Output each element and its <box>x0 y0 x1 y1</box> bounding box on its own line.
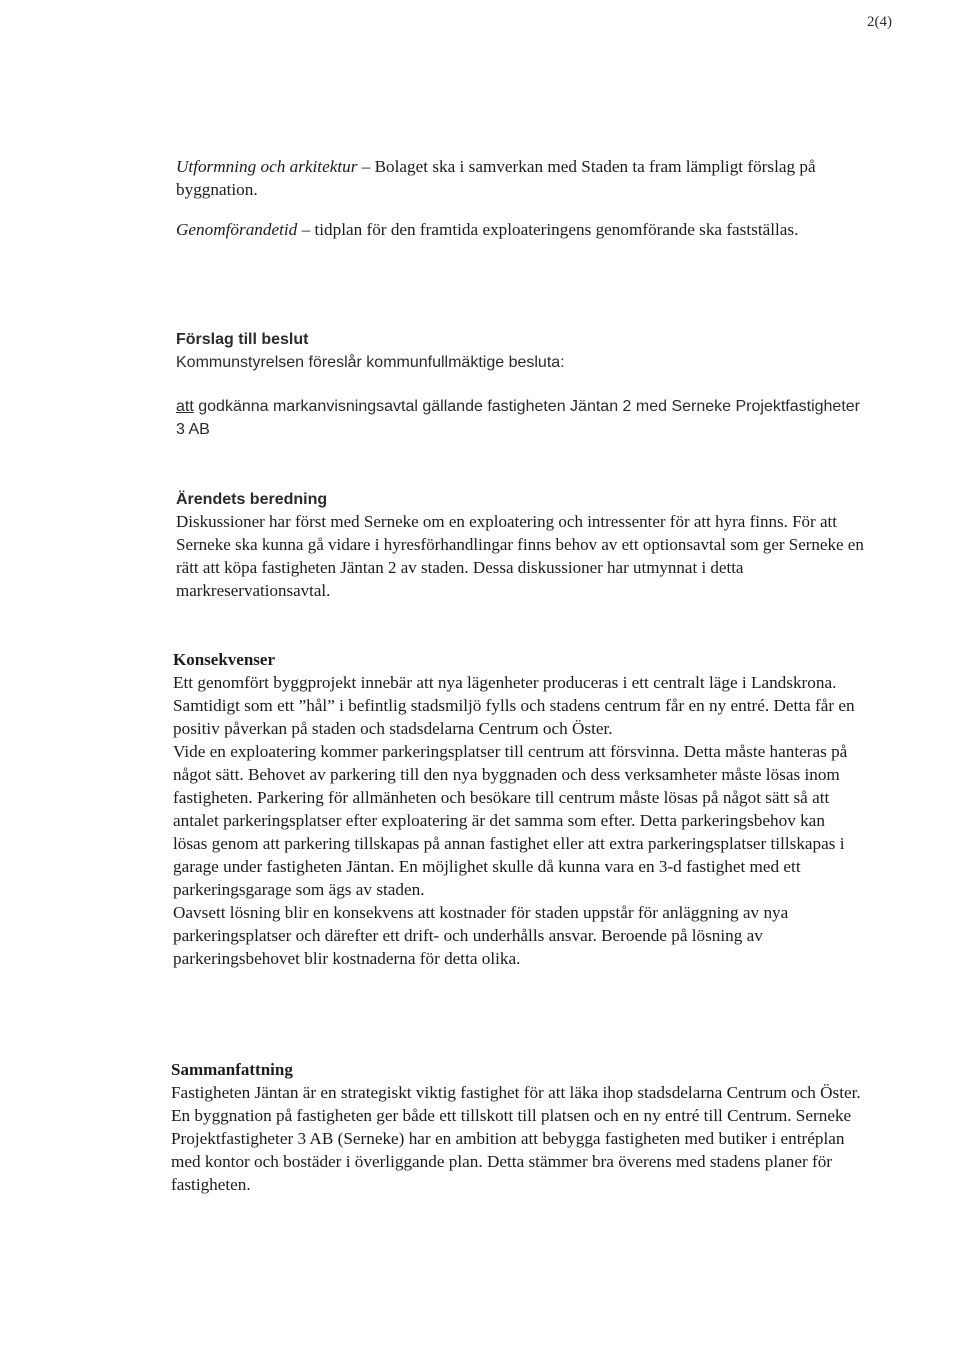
section-arendets-beredning <box>176 488 866 511</box>
sammanfattning-heading: Sammanfattning <box>171 1060 293 1079</box>
utformning-paragraph <box>176 155 866 201</box>
att-text: godkänna markanvisningsavtal gällande fastigheten Jäntan 2 med Serneke Projektfastigheter 3 AB <box>176 398 860 438</box>
arendets-heading: Ärendets beredning <box>176 491 328 508</box>
konsekvenser-paragraph-1: Ett genomfört byggprojekt innebär att nya lägenheter produceras i ett centralt läge i Landskrona. Samtidigt som ett ”hål” i befintlig stadsmiljö fylls och stadens centrum får en ny entré. Detta får en positiv påverkan på staden och stadsdelarna Centrum och Öster. <box>173 673 855 738</box>
section-forslag <box>176 328 866 441</box>
att-word: att <box>176 398 194 415</box>
section-konsekvenser <box>173 648 863 970</box>
section-genomforandetid <box>176 218 866 241</box>
genomforandetid-text: – tidplan för den framtida exploateringens genomförande ska fastställas. <box>297 220 799 239</box>
arendets-body <box>176 510 866 602</box>
sammanfattning-text: Fastigheten Jäntan är en strategiskt viktig fastighet för att läka ihop stadsdelarna Centrum och Öster. En byggnation på fastigheten ger både ett tillskott till platsen och en ny entré till Centrum. Serneke Projektfastigheter 3 AB (Serneke) har en ambition att bebygga fastigheten med butiker i entréplan med kontor och bostäder i överliggande plan. Detta stämmer bra överens med stadens planer för fastigheten. <box>171 1083 861 1194</box>
konsekvenser-paragraph-2: Vide en exploatering kommer parkeringsplatser till centrum att försvinna. Detta måste hanteras på något sätt. Behovet av parkering till den nya byggnaden och dess verksamheter måste lösas inom fastigheten. Parkering för allmänheten och besökare till centrum måste lösas på något sätt så att antalet parkeringsplatser efter exploatering är det samma som efter. Detta parkeringsbehov kan lösas genom att parkering tillskapas på annan fastighet eller att extra parkeringsplatser tillskapas i garage under fastigheten Jäntan. En möjlighet skulle då kunna vara en 3-d fastighet med ett parkeringsgarage som ägs av staden. <box>173 742 848 899</box>
forslag-heading: Förslag till beslut <box>176 331 309 348</box>
konsekvenser-paragraph-3: Oavsett lösning blir en konsekvens att kostnader för staden uppstår för anläggning av nya parkeringsplatser och därefter ett drift- och underhålls ansvar. Beroende på lösning av parkeringsbehovet blir kostnaderna för detta olika. <box>173 903 789 968</box>
arendets-text: Diskussioner har först med Serneke om en exploatering och intressenter för att hyra finns. För att Serneke ska kunna gå vidare i hyresförhandlingar finns behov av ett optionsavtal som ger Serneke en rätt att köpa fastigheten Jäntan 2 av staden. Dessa diskussioner har utmynnat i detta markreservationsavtal. <box>176 512 864 600</box>
forslag-att-paragraph <box>176 395 866 441</box>
page-number: 2(4) <box>867 14 892 30</box>
genomforandetid-label: Genomförandetid <box>176 220 298 239</box>
utformning-label: Utformning och arkitektur <box>176 157 358 176</box>
utformning-text: – Bolaget ska i samverkan med Staden ta fram lämpligt förslag på byggnation. <box>176 157 816 199</box>
forslag-intro: Kommunstyrelsen föreslår kommunfullmäktige besluta: <box>176 354 565 371</box>
section-utformning <box>176 155 866 201</box>
konsekvenser-heading: Konsekvenser <box>173 650 275 669</box>
genomforandetid-paragraph <box>176 218 866 241</box>
section-sammanfattning <box>171 1058 861 1196</box>
